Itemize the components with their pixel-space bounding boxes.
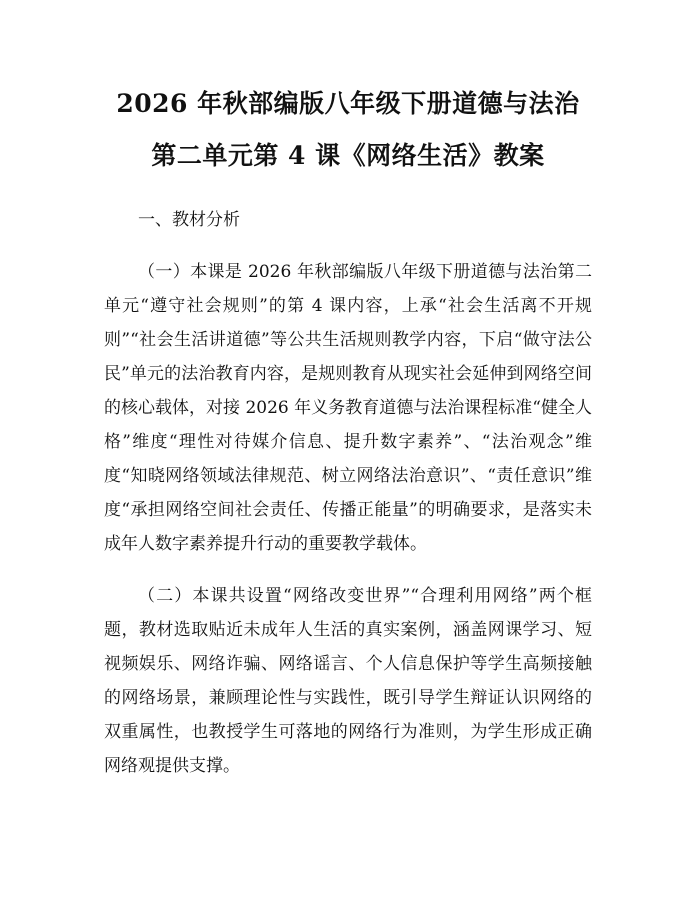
section-heading: 一、教材分析 (138, 210, 240, 230)
paragraph-textbook-position: （一）本课是 2026 年秋部编版八年级下册道德与法治第二单元“遵守社会规则”的第 4 课内容，上承“社会生活离不开规则”“社会生活讲道德”等公共生活规则教学内容，下启“做守法公民”单元的法治教育内容，是规则教育从现实社会延伸到网络空间的核心载体，对接 2026 年义务教育道德与法治课程标准“健全人格”维度“理性对待媒介信息、提升数字素养”、“法治观念”维度“知晓网络领域法律规范、树立网络法治意识”、“责任意识”维度“承担网络空间社会责任、传播正能量”的明确要求，是落实未成年人数字素养提升行动的重要教学载体。 (104, 262, 592, 554)
document-title: 2026 年秋部编版八年级下册道德与法治第二单元第 4 课《网络生活》教案 (116, 89, 580, 170)
paragraph-lesson-structure: （二）本课共设置“网络改变世界”“合理利用网络”两个框题，教材选取贴近未成年人生活的真实案例，涵盖网课学习、短视频娱乐、网络诈骗、网络谣言、个人信息保护等学生高频接触的网络场景，兼顾理论性与实践性，既引导学生辩证认识网络的双重属性，也教授学生可落地的网络行为准则，为学生形成正确网络观提供支撑。 (104, 586, 592, 776)
